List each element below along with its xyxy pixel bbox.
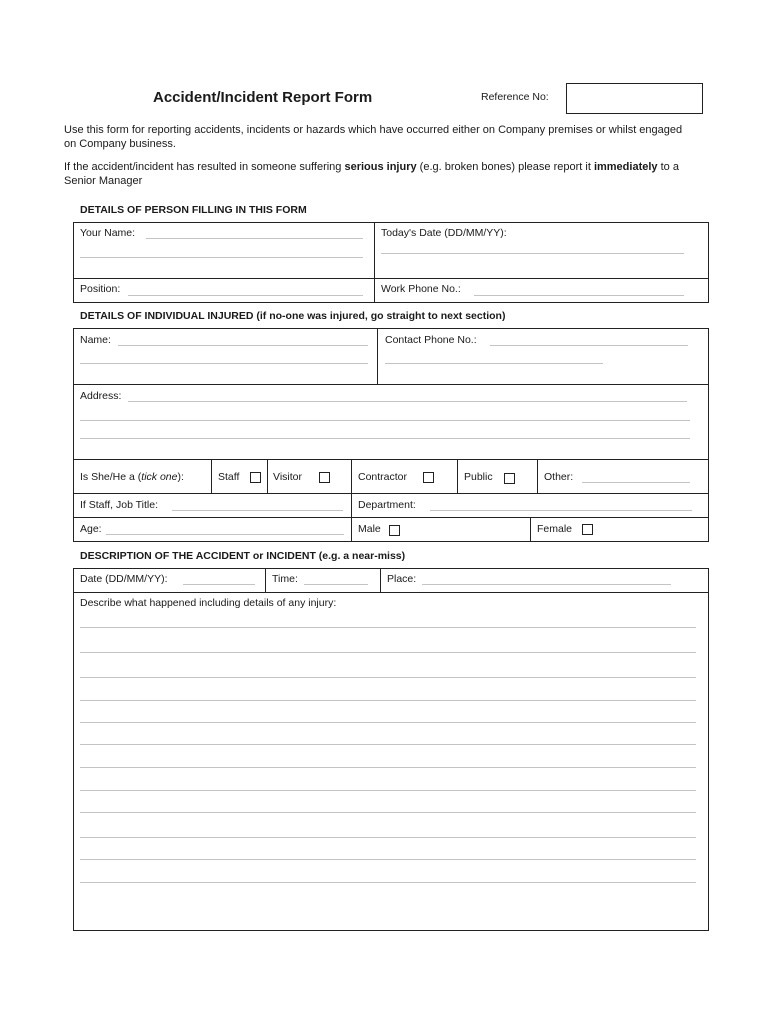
contact-phone-field[interactable] — [490, 345, 688, 346]
contact-phone-label: Contact Phone No.: — [385, 334, 477, 346]
address-field[interactable] — [128, 401, 687, 402]
person-type-text: Is She/He a ( — [80, 471, 142, 483]
description-line[interactable] — [80, 790, 696, 791]
description-line[interactable] — [80, 627, 696, 628]
female-label: Female — [537, 523, 573, 535]
intro-paragraph: Use this form for reporting accidents, incidents or hazards which have occurred either on Company premises or whilst engaged on Company business. — [64, 124, 683, 150]
description-line[interactable] — [80, 700, 696, 701]
table-divider — [265, 568, 266, 592]
address-field-line3[interactable] — [80, 438, 690, 439]
work-phone-field[interactable] — [474, 295, 684, 296]
department-field[interactable] — [430, 510, 692, 511]
description-line[interactable] — [80, 767, 696, 768]
describe-label: Describe what happened including details of any injury: — [80, 597, 337, 609]
description-line[interactable] — [80, 837, 696, 838]
table-divider — [457, 459, 458, 493]
injured-name-field[interactable] — [118, 345, 368, 346]
other-label: Other: — [544, 471, 574, 483]
serious-injury-notice — [64, 160, 684, 188]
age-field[interactable] — [106, 534, 344, 535]
description-table — [73, 568, 709, 931]
table-divider — [211, 459, 212, 493]
age-label: Age: — [80, 523, 102, 535]
job-title-label: If Staff, Job Title: — [80, 499, 159, 511]
public-label: Public — [464, 471, 493, 483]
work-phone-label: Work Phone No.: — [381, 283, 461, 295]
description-line[interactable] — [80, 859, 696, 860]
reference-label: Reference No: — [481, 91, 549, 103]
your-name-label: Your Name: — [80, 227, 136, 239]
section-heading-person-filling: DETAILS OF PERSON FILLING IN THIS FORM — [80, 204, 307, 216]
section-heading-individual-injured: DETAILS OF INDIVIDUAL INJURED (if no-one was injured, go straight to next section) — [80, 310, 506, 322]
other-field[interactable] — [582, 482, 690, 483]
todays-date-field[interactable] — [381, 253, 684, 254]
todays-date-label: Today's Date (DD/MM/YY): — [381, 227, 507, 239]
contractor-label: Contractor — [358, 471, 408, 483]
incident-place-field[interactable] — [422, 584, 671, 585]
department-label: Department: — [358, 499, 416, 511]
tick-one-text: tick one — [141, 471, 178, 483]
incident-time-label: Time: — [272, 573, 298, 585]
section-heading-description: DESCRIPTION OF THE ACCIDENT or INCIDENT (e.g. a near-miss) — [80, 550, 406, 562]
notice-text: If the accident/incident has resulted in someone suffering — [64, 161, 345, 173]
table-divider — [73, 592, 709, 593]
description-line[interactable] — [80, 722, 696, 723]
visitor-label: Visitor — [273, 471, 302, 483]
incident-time-field[interactable] — [304, 584, 368, 585]
incident-date-label: Date (DD/MM/YY): — [80, 573, 168, 585]
injured-name-label: Name: — [80, 334, 111, 346]
staff-checkbox[interactable] — [250, 472, 261, 483]
person-type-text: ): — [177, 471, 184, 483]
description-line[interactable] — [80, 652, 696, 653]
reference-number-field[interactable] — [566, 83, 703, 114]
notice-text: to a Senior Manager — [64, 161, 679, 187]
your-name-field-line2[interactable] — [80, 257, 363, 258]
table-divider — [537, 459, 538, 493]
table-divider — [73, 278, 709, 279]
public-checkbox[interactable] — [504, 473, 515, 484]
description-line[interactable] — [80, 744, 696, 745]
incident-place-label: Place: — [387, 573, 417, 585]
visitor-checkbox[interactable] — [319, 472, 330, 483]
description-line[interactable] — [80, 812, 696, 813]
contractor-checkbox[interactable] — [423, 472, 434, 483]
position-label: Position: — [80, 283, 121, 295]
table-divider — [73, 384, 709, 385]
your-name-field[interactable] — [146, 238, 363, 239]
table-divider — [377, 328, 378, 384]
incident-date-field[interactable] — [183, 584, 255, 585]
table-divider — [73, 459, 709, 460]
description-line[interactable] — [80, 882, 696, 883]
notice-bold-immediately: immediately — [593, 161, 658, 173]
person-type-label — [80, 471, 184, 484]
address-label: Address: — [80, 390, 122, 402]
table-divider — [374, 222, 375, 303]
table-divider — [530, 517, 531, 542]
position-field[interactable] — [128, 295, 363, 296]
male-checkbox[interactable] — [389, 525, 400, 536]
address-field-line2[interactable] — [80, 420, 690, 421]
female-checkbox[interactable] — [582, 524, 593, 535]
job-title-field[interactable] — [172, 510, 343, 511]
table-divider — [73, 517, 709, 518]
notice-text: (e.g. broken bones) please report it — [416, 161, 594, 173]
table-divider — [267, 459, 268, 493]
staff-label: Staff — [218, 471, 240, 483]
table-divider — [73, 493, 709, 494]
description-line[interactable] — [80, 677, 696, 678]
male-label: Male — [358, 523, 381, 535]
injured-name-field-line2[interactable] — [80, 363, 368, 364]
contact-phone-field-line2[interactable] — [385, 363, 603, 364]
page-title: Accident/Incident Report Form — [153, 89, 373, 106]
table-divider — [351, 459, 352, 542]
notice-bold-serious-injury: serious injury — [344, 161, 417, 173]
table-divider — [380, 568, 381, 592]
